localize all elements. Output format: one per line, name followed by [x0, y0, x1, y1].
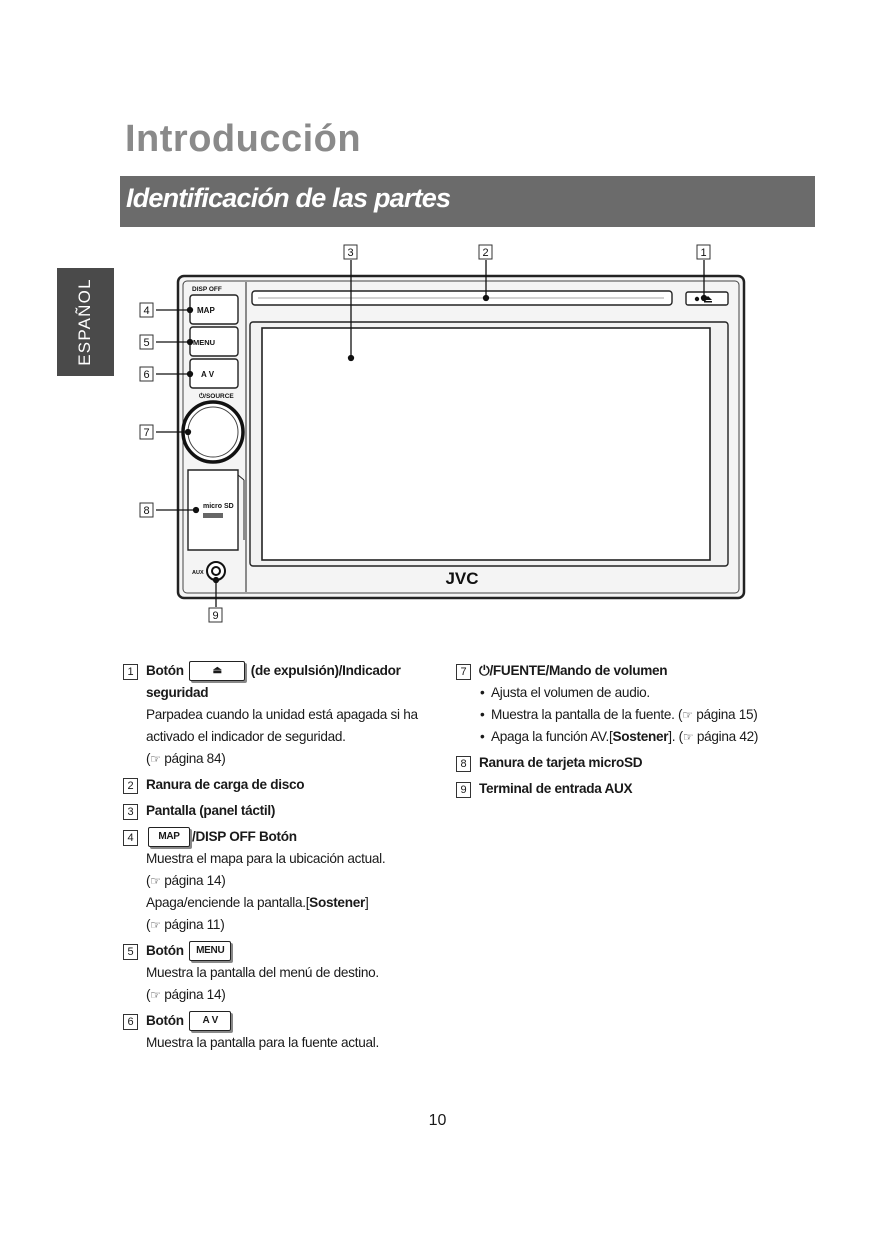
item-1: 1 Botón ⏏ (de expulsión)/Indicador seguridad Parpadea cuando la unidad está apagada si ha activado el indicador de seguridad. (☞ página 84)	[123, 660, 443, 770]
svg-text:DISP OFF: DISP OFF	[192, 286, 222, 293]
power-icon: ⏻	[479, 663, 490, 678]
item-8: 8 Ranura de tarjeta microSD	[456, 752, 816, 774]
svg-text:micro SD: micro SD	[203, 503, 234, 510]
svg-text:AUX: AUX	[192, 570, 204, 576]
callout-8: 8	[143, 505, 150, 517]
volume-knob	[183, 402, 243, 462]
security-indicator	[695, 297, 699, 301]
touch-screen	[262, 328, 710, 560]
item-3: 3 Pantalla (panel táctil)	[123, 800, 443, 822]
callout-9: 9	[212, 610, 219, 622]
item-6: 6 Botón A V Muestra la pantalla para la fuente actual.	[123, 1010, 443, 1054]
svg-text:⏻/SOURCE: ⏻/SOURCE	[199, 393, 234, 400]
descriptions-right	[456, 660, 816, 804]
callout-4: 4	[143, 305, 150, 317]
reference-icon: ☞	[150, 752, 161, 766]
item-7: 7 ⏻/FUENTE/Mando de volumen • Ajusta el volumen de audio. • Muestra la pantalla de la fuente. (☞ página 15) • Apaga la función AV.[Sostener]. (☞ página 42)	[456, 660, 816, 748]
item-9: 9 Terminal de entrada AUX	[456, 778, 816, 800]
eject-icon: ⏏	[189, 661, 245, 681]
callout-7: 7	[143, 427, 150, 439]
section-title: Identificación de las partes	[126, 183, 451, 213]
callout-1: 1	[700, 247, 707, 259]
jvc-logo: JVC	[445, 569, 479, 588]
item-description: Parpadea cuando la unidad está apagada si ha activado el indicador de seguridad.	[146, 707, 418, 744]
svg-text:MENU: MENU	[193, 338, 216, 347]
svg-text:MAP: MAP	[197, 306, 215, 315]
item-number: 1	[123, 664, 138, 680]
menu-button-icon: MENU	[189, 941, 231, 961]
callout-3: 3	[347, 247, 354, 259]
page-title: Introducción	[125, 118, 362, 160]
descriptions-left	[123, 660, 443, 1058]
item-4: 4 MAP /DISP OFF Botón Muestra el mapa para la ubicación actual. (☞ página 14) Apaga/enciende la pantalla.[Sostener] (☞ página 11)	[123, 826, 443, 936]
callout-6: 6	[143, 369, 150, 381]
item-2: 2 Ranura de carga de disco	[123, 774, 443, 796]
page-number: 10	[428, 1112, 447, 1129]
av-button-icon: A V	[189, 1011, 231, 1031]
svg-text:A V: A V	[201, 370, 215, 379]
callout-5: 5	[143, 337, 150, 349]
callout-2: 2	[482, 247, 489, 259]
language-label: ESPAÑOL	[75, 278, 94, 366]
map-button-icon: MAP	[148, 827, 190, 847]
item-5: 5 Botón MENU Muestra la pantalla del menú de destino. (☞ página 14)	[123, 940, 443, 1006]
